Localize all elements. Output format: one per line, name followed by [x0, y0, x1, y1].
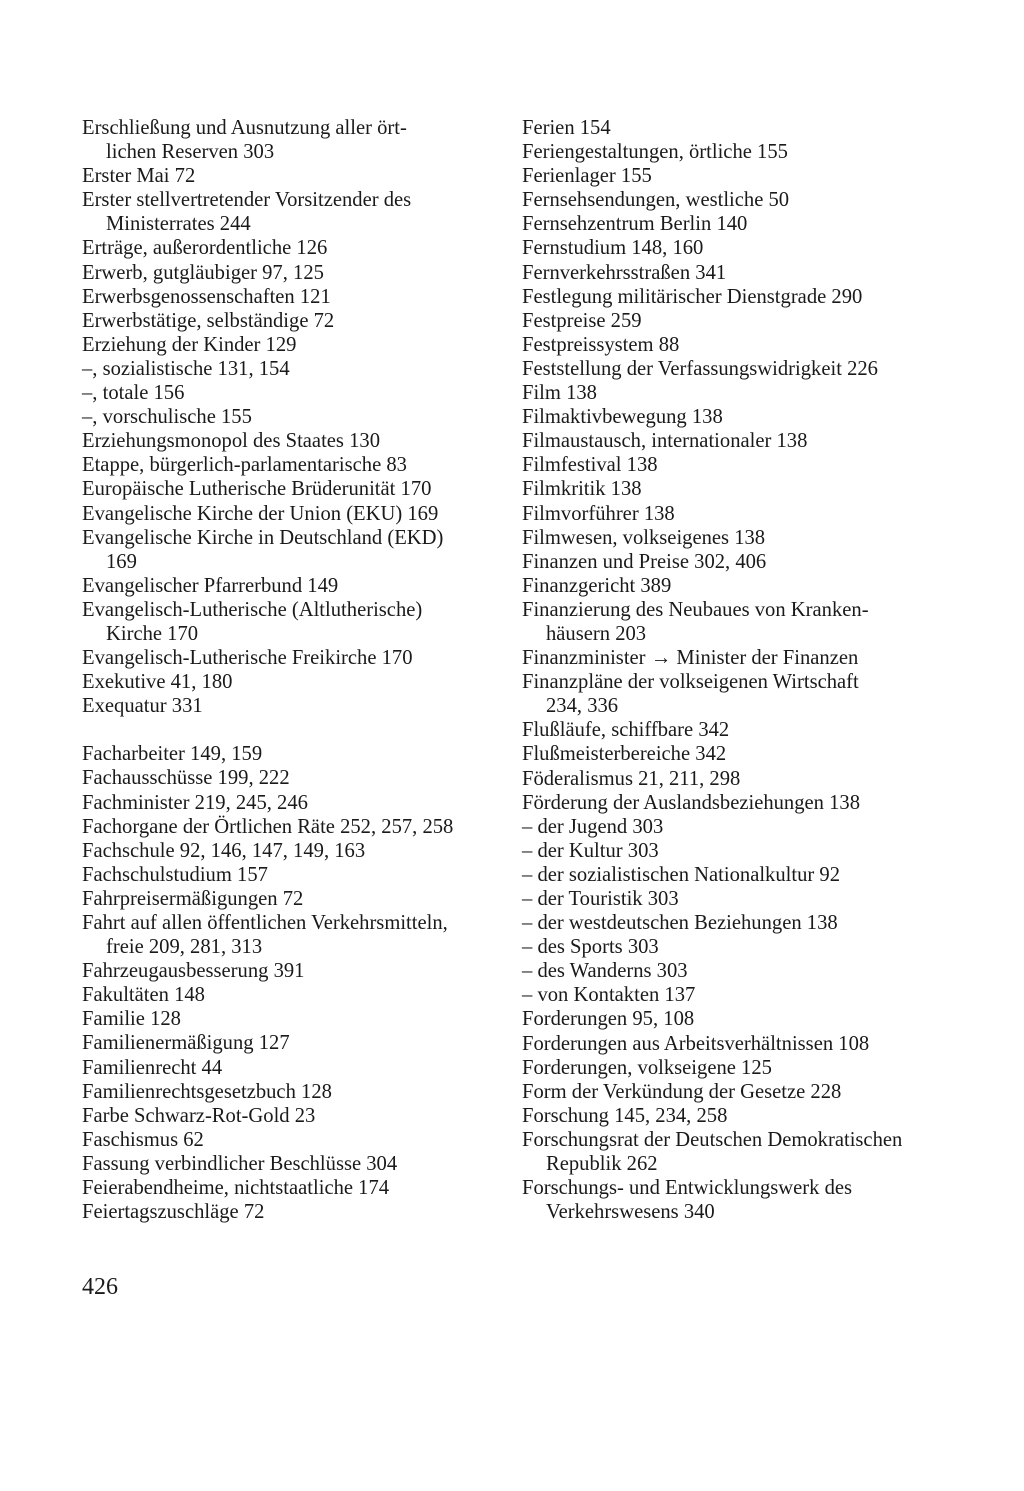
- index-entry-continuation: Republik 262: [546, 1153, 658, 1176]
- index-entry: – der sozialistischen Nationalkultur 92: [522, 863, 840, 886]
- index-entry: Evangelische Kirche der Union (EKU) 169: [82, 502, 439, 525]
- index-entry: Fahrt auf allen öffentlichen Verkehrsmitteln,: [82, 912, 448, 934]
- index-column-right: [522, 116, 962, 1224]
- index-entry: Fassung verbindlicher Beschlüsse 304: [82, 1152, 398, 1175]
- index-entry-continuation: lichen Reserven 303: [106, 141, 275, 164]
- index-entry: Form der Verkündung der Gesetze 228: [522, 1080, 842, 1103]
- index-entry: Forderungen aus Arbeitsverhältnissen 108: [522, 1032, 870, 1055]
- index-entry: Finanzminister → Minister der Finanzen: [522, 647, 859, 670]
- index-entry: Erschließung und Ausnutzung aller ört-: [82, 117, 407, 139]
- index-column-left: [82, 116, 502, 1224]
- index-entry: Filmkritik 138: [522, 478, 642, 501]
- index-entry: Finanzgericht 389: [522, 574, 672, 597]
- index-entry: Faschismus 62: [82, 1128, 204, 1151]
- index-entry: – der westdeutschen Beziehungen 138: [522, 912, 838, 935]
- index-entry-continuation: 169: [106, 550, 137, 573]
- index-entry: –, totale 156: [82, 382, 185, 405]
- index-entry-continuation: Verkehrswesens 340: [546, 1201, 715, 1224]
- index-entry: Familienrechtsgesetzbuch 128: [82, 1080, 332, 1103]
- index-entry: Fachschule 92, 146, 147, 149, 163: [82, 839, 366, 862]
- index-entry: Erster stellvertretender Vorsitzender des: [82, 189, 412, 212]
- index-entry: Evangelisch-Lutherische (Altlutherische): [82, 598, 423, 621]
- index-entry: Erziehungsmonopol des Staates 130: [82, 430, 380, 453]
- index-entry: –, vorschulische 155: [82, 406, 252, 429]
- index-entry: Flußläufe, schiffbare 342: [522, 719, 730, 742]
- index-entry: – des Sports 303: [522, 936, 659, 959]
- index-entry-continuation: 234, 336: [546, 695, 619, 718]
- index-entry: Fahrpreisermäßigungen 72: [82, 887, 304, 910]
- index-entry: Facharbeiter 149, 159: [82, 743, 263, 766]
- index-entry: Exekutive 41, 180: [82, 671, 233, 694]
- index-entry: Filmaktivbewegung 138: [522, 406, 723, 429]
- index-entry: Exequatur 331: [82, 695, 203, 718]
- index-entry: Feierabendheime, nichtstaatliche 174: [82, 1177, 390, 1200]
- index-entry: Familienrecht 44: [82, 1056, 223, 1079]
- index-entry: Fahrzeugausbesserung 391: [82, 960, 305, 983]
- index-entry: Forschung 145, 234, 258: [522, 1104, 728, 1127]
- index-entry: – der Kultur 303: [522, 839, 659, 862]
- index-entry: Etappe, bürgerlich-parlamentarische 83: [82, 454, 407, 477]
- index-entry: Finanzen und Preise 302, 406: [522, 550, 767, 573]
- index-entry: Familienermäßigung 127: [82, 1032, 290, 1055]
- index-entry: –, sozialistische 131, 154: [82, 357, 290, 380]
- index-entry: Fachminister 219, 245, 246: [82, 791, 308, 814]
- index-entry-continuation: freie 209, 281, 313: [106, 936, 263, 959]
- index-entry: Evangelische Kirche in Deutschland (EKD): [82, 526, 444, 549]
- index-entry: Fakultäten 148: [82, 984, 205, 1007]
- index-entry: Feriengestaltungen, örtliche 155: [522, 141, 788, 164]
- index-entry: Filmaustausch, internationaler 138: [522, 430, 808, 453]
- index-entry: Erträge, außerordentliche 126: [82, 237, 328, 260]
- index-entry: Fachausschüsse 199, 222: [82, 767, 290, 790]
- index-entry: Fernstudium 148, 160: [522, 237, 704, 260]
- index-entry: Fernverkehrsstraßen 341: [522, 261, 727, 284]
- index-entry: Erwerbstätige, selbständige 72: [82, 309, 335, 332]
- index-entry: Feststellung der Verfassungswidrigkeit 226: [522, 357, 878, 380]
- index-entry: Familie 128: [82, 1008, 181, 1031]
- index-entry: Ferien 154: [522, 117, 611, 139]
- index-entry: Fernsehzentrum Berlin 140: [522, 213, 748, 236]
- index-entry-continuation: Ministerrates 244: [106, 213, 251, 236]
- index-entry: – der Touristik 303: [522, 888, 679, 910]
- index-entry: Filmvorführer 138: [522, 502, 675, 525]
- index-entry: Finanzpläne der volkseigenen Wirtschaft: [522, 671, 859, 694]
- index-entry: Forderungen 95, 108: [522, 1008, 695, 1031]
- index-entry-continuation: häusern 203: [546, 622, 647, 645]
- index-entry: Flußmeisterbereiche 342: [522, 743, 727, 766]
- index-entry: Filmwesen, volkseigenes 138: [522, 526, 766, 549]
- index-entry: Festpreise 259: [522, 309, 642, 332]
- index-entry: Film 138: [522, 382, 597, 405]
- index-entry: Förderung der Auslandsbeziehungen 138: [522, 791, 861, 814]
- index-entry: Europäische Lutherische Brüderunität 170: [82, 478, 432, 501]
- page-number: 426: [82, 1274, 118, 1300]
- index-entry: Erziehung der Kinder 129: [82, 333, 297, 356]
- index-entry: Erster Mai 72: [82, 165, 196, 188]
- index-entry: Evangelischer Pfarrerbund 149: [82, 574, 339, 597]
- index-entry: Forderungen, volkseigene 125: [522, 1056, 772, 1079]
- index-entry: Festpreissystem 88: [522, 333, 680, 356]
- index-entry: Ferienlager 155: [522, 165, 652, 188]
- index-entry: Filmfestival 138: [522, 454, 658, 477]
- index-entry: Feiertagszuschläge 72: [82, 1201, 265, 1224]
- index-entry: – des Wanderns 303: [522, 960, 688, 983]
- index-entry: – der Jugend 303: [522, 815, 664, 838]
- index-entry: Erwerbsgenossenschaften 121: [82, 285, 331, 308]
- index-entry: Evangelisch-Lutherische Freikirche 170: [82, 647, 413, 670]
- index-entry: Erwerb, gutgläubiger 97, 125: [82, 261, 324, 284]
- index-entry-continuation: Kirche 170: [106, 622, 199, 645]
- index-entry: Fernsehsendungen, westliche 50: [522, 189, 790, 212]
- index-entry: Finanzierung des Neubaues von Kranken-: [522, 598, 869, 621]
- index-entry: Farbe Schwarz-Rot-Gold 23: [82, 1104, 316, 1127]
- index-entry: Fachorgane der Örtlichen Räte 252, 257, 258: [82, 815, 454, 838]
- index-entry: Forschungs- und Entwicklungswerk des: [522, 1177, 853, 1200]
- index-entry: Föderalismus 21, 211, 298: [522, 767, 741, 790]
- index-entry: – von Kontakten 137: [522, 984, 696, 1007]
- index-entry: Fachschulstudium 157: [82, 863, 268, 886]
- index-entry: Festlegung militärischer Dienstgrade 290: [522, 285, 863, 308]
- index-entry: Forschungsrat der Deutschen Demokratischen: [522, 1128, 903, 1151]
